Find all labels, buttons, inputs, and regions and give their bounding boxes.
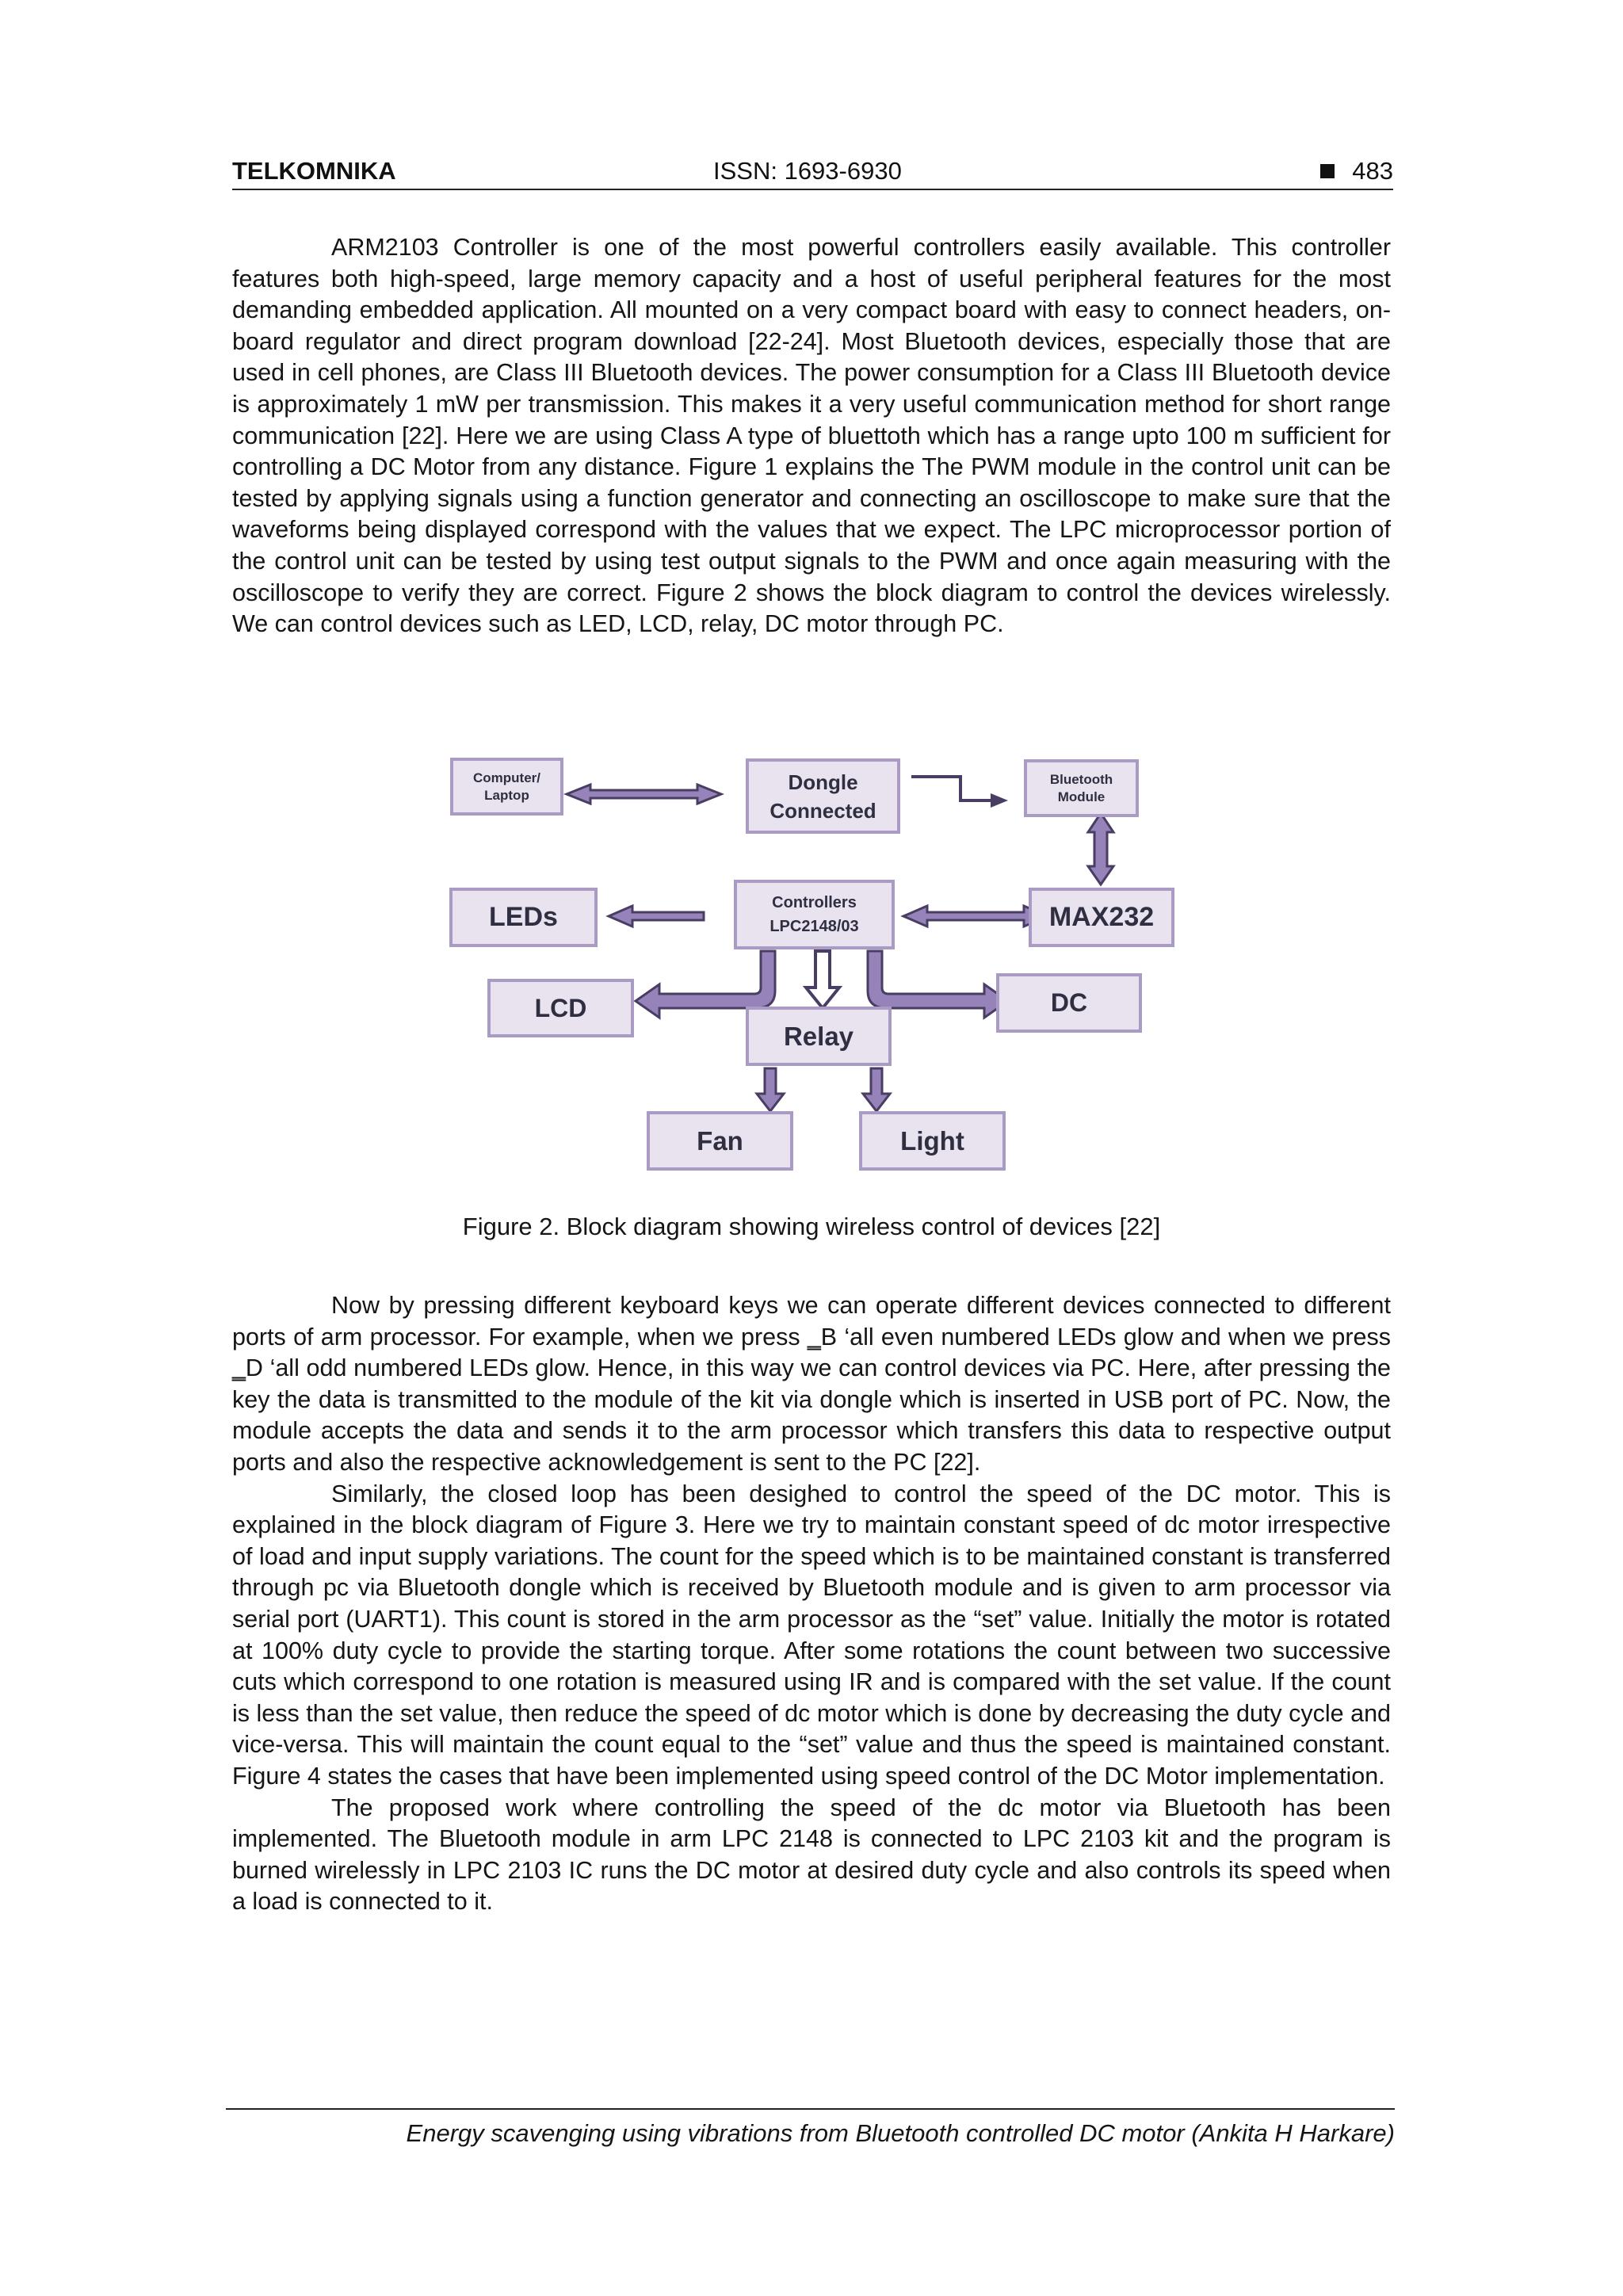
square-bullet-icon — [1320, 164, 1335, 178]
paragraph: The proposed work where controlling the speed of the dc motor via Bluetooth has been implemented. The Bluetooth module in arm LPC 2148 is connected to LPC 2103 kit and the program is burned wirelessly in LPC 2103 IC runs the DC motor at desired duty cycle and also controls its speed when a load is connected to it. — [232, 1794, 1391, 1916]
block-relay: Relay — [746, 1007, 892, 1066]
figure-caption: Figure 2. Block diagram showing wireless control of devices [22] — [462, 1213, 1161, 1240]
page-footer — [226, 2108, 1395, 2151]
block-computer-laptop: Computer/ Laptop — [450, 758, 563, 816]
block-leds: LEDs — [449, 888, 598, 947]
block-bluetooth-module: Bluetooth Module — [1024, 759, 1139, 817]
page-number: 483 — [1352, 157, 1393, 185]
block-fan: Fan — [647, 1111, 793, 1171]
page-number-group — [1320, 154, 1393, 189]
arrow-bluetooth-max232 — [1088, 813, 1113, 884]
connector-arrowhead — [991, 793, 1008, 808]
body-text-top — [232, 232, 1391, 640]
body-text-bottom — [232, 1290, 1391, 1918]
connector-dongle-bluetooth — [911, 777, 991, 800]
arrow-controllers-relay — [806, 951, 839, 1008]
block-light: Light — [859, 1111, 1006, 1171]
page-header — [232, 154, 1393, 190]
arrow-relay-fan — [757, 1068, 784, 1111]
paragraph: ARM2103 Controller is one of the most powerful controllers easily available. This controller features both high-speed, large memory capacity and a host of useful peripheral features for the most demanding embedded application. All mounted on a very compact board with easy to connect headers, on-board regulator and direct program download [22-24]. Most Bluetooth devices, especially those that are used in cell phones, are Class III Bluetooth devices. The power consumption for a Class III Bluetooth device is approximately 1 mW per transmission. This makes it a very useful communication method for short range communication [22]. Here we are using Class A type of bluettoth which has a range upto 100 m sufficient for controlling a DC Motor from any distance. Figure 1 explains the The PWM module in the control unit can be tested by applying signals using a function generator and connecting an oscilloscope to make sure that the waveforms being displayed correspond with the values that we expect. The LPC microprocessor portion of the control unit can be tested by using test output signals to the PWM and once again measuring with the oscilloscope to verify they are correct. Figure 2 shows the block diagram to control the devices wirelessly. We can control devices such as LED, LCD, relay, DC motor through PC. — [232, 234, 1391, 638]
arrow-controllers-max232 — [903, 906, 1048, 926]
paragraph: Now by pressing different keyboard keys we can operate different devices connected to different ports of arm processor. For example, when we press ‗B ‘all even numbered LEDs glow and when we press ‗D ‘all odd numbered LEDs glow. Hence, in this way we can control devices via PC. Here, after pressing the key the data is transmitted to the module of the kit via dongle which is inserted in USB port of PC. Now, the module accepts the data and sends it to the arm processor which transfers this data to respective output ports and also the respective acknowledgement is sent to the PC [22]. — [232, 1292, 1391, 1476]
journal-name: TELKOMNIKA — [232, 157, 396, 185]
block-max232: MAX232 — [1029, 888, 1174, 947]
block-dc: DC — [996, 973, 1142, 1033]
issn: ISSN: 1693-6930 — [713, 157, 902, 185]
arrow-controllers-leds — [609, 906, 704, 926]
running-title: Energy scavenging using vibrations from Bluetooth controlled DC motor (Ankita H Harkare) — [406, 2119, 1395, 2147]
block-lcd: LCD — [487, 979, 634, 1037]
arrow-relay-light — [863, 1068, 890, 1111]
block-diagram-figure — [444, 753, 1189, 1181]
block-controllers: Controllers LPC2148/03 — [734, 880, 895, 949]
block-dongle-connected: Dongle Connected — [746, 758, 900, 834]
arrow-computer-dongle — [567, 785, 721, 804]
paragraph: Similarly, the closed loop has been desighed to control the speed of the DC motor. This is explained in the block diagram of Figure 3. Here we try to maintain constant speed of dc motor irrespective of load and input supply variations. The count for the speed which is to be maintained constant is transferred through pc via Bluetooth dongle which is received by Bluetooth module and is given to arm processor via serial port (UART1). This count is stored in the arm processor as the “set” value. Initially the motor is rotated at 100% duty cycle to provide the starting torque. After some rotations the count between two successive cuts which correspond to one rotation is measured using IR and is compared with the set value. If the count is less than the set value, then reduce the speed of dc motor which is done by decreasing the duty cycle and vice-versa. This will maintain the count equal to the “set” value and thus the speed is maintained constant. Figure 4 states the cases that have been implemented using speed control of the DC Motor implementation. — [232, 1480, 1391, 1790]
